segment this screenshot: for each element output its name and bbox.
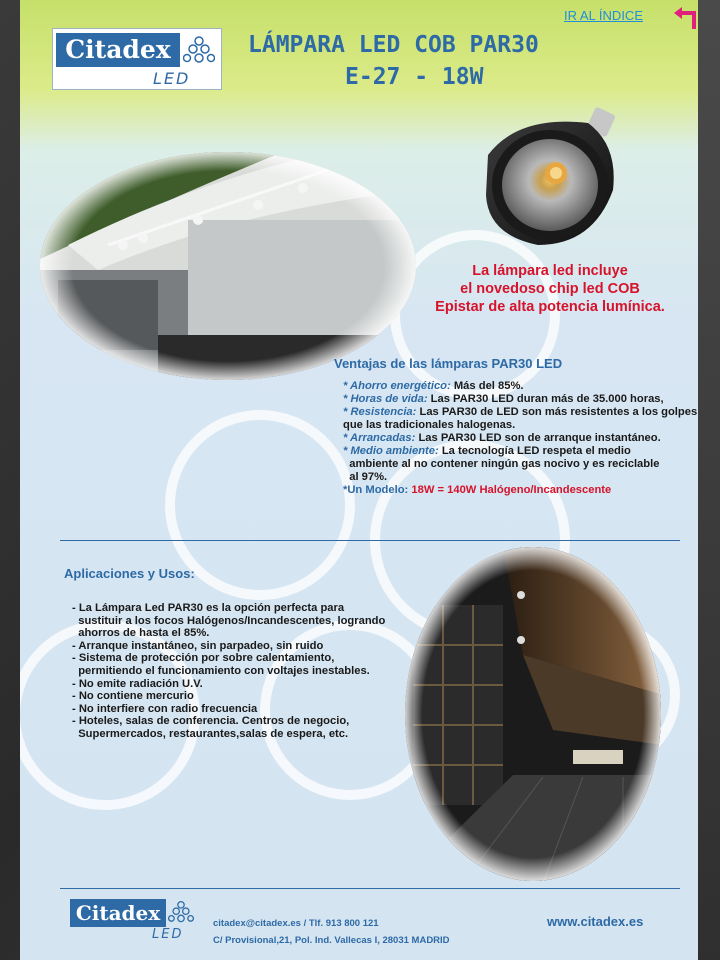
index-link[interactable]: IR AL ÍNDICE xyxy=(564,8,643,23)
applications-title: Aplicaciones y Usos: xyxy=(64,566,195,581)
application-line: Supermercados, restaurantes,salas de espera, etc. xyxy=(72,727,349,740)
application-line: permitiendo el funcionamiento con voltajes inestables. xyxy=(72,664,370,677)
highlight-line: el novedoso chip led COB xyxy=(460,281,640,297)
page-subtitle: E-27 - 18W xyxy=(345,64,484,90)
application-line: - Hoteles, salas de conferencia. Centros de negocio, xyxy=(72,715,350,728)
application-line: - Sistema de protección por sobre calentamiento, xyxy=(72,652,335,665)
brand-name: Citadex xyxy=(56,33,180,67)
back-arrow-icon[interactable] xyxy=(672,5,698,31)
highlight-line: Epistar de alta potencia lumínica. xyxy=(435,299,665,315)
led-logo-icon xyxy=(183,35,215,65)
application-line: - No emite radiación U.V. xyxy=(72,677,203,690)
footer-brand-name: Citadex xyxy=(70,899,166,927)
benefits-list xyxy=(343,380,698,497)
benefits-title: Ventajas de las lámparas PAR30 LED xyxy=(334,356,563,371)
benefit-item: * Resistencia: Las PAR30 de LED son más resistentes a los golpes xyxy=(343,406,698,418)
benefit-item: ambiente al no contener ningún gas nocivo y es reciclable xyxy=(343,458,660,470)
footer-contact: citadex@citadex.es / Tlf. 913 800 121 xyxy=(213,918,379,929)
benefit-item: * Medio ambiente: La tecnología LED respeta el medio xyxy=(343,445,631,457)
benefit-item: * Arrancadas: Las PAR30 LED son de arranque instantáneo. xyxy=(343,432,661,444)
footer-address: C/ Provisional,21, Pol. Ind. Vallecas I, 28031 MADRID xyxy=(213,935,450,946)
benefit-item: * Ahorro energético: Más del 85%. xyxy=(343,380,524,392)
application-line: ahorros de hasta el 85%. xyxy=(72,627,210,640)
application-line: sustituir a los focos Halógenos/Incandescentes, logrando xyxy=(72,614,386,627)
benefit-item: * Horas de vida: Las PAR30 LED duran más de 35.000 horas, xyxy=(343,393,664,405)
application-line: - Arranque instantáneo, sin parpadeo, sin ruido xyxy=(72,639,324,652)
shop-interior-photo xyxy=(403,545,663,883)
application-line: - No contiene mercurio xyxy=(72,690,194,703)
highlight-line: La lámpara led incluye xyxy=(472,263,628,279)
brand-logo xyxy=(52,28,222,90)
section-divider xyxy=(60,540,680,541)
application-line: - La Lámpara Led PAR30 es la opción perfecta para xyxy=(72,602,345,614)
viewer-right-margin xyxy=(698,0,720,960)
application-line: - No interfiere con radio frecuencia xyxy=(72,702,258,715)
benefit-item: que las tradicionales halogenas. xyxy=(343,419,516,431)
led-lamp-image xyxy=(478,105,628,250)
brand-sub: LED xyxy=(153,69,191,88)
footer-website[interactable]: www.citadex.es xyxy=(547,914,644,929)
footer-logo xyxy=(68,897,196,945)
highlight-text xyxy=(400,262,698,316)
applications-list xyxy=(72,602,412,741)
footer-divider xyxy=(60,888,680,889)
brochure-page xyxy=(20,0,698,960)
store-photo xyxy=(38,150,418,382)
model-line: *Un Modelo: 18W = 140W Halógeno/Incandescente xyxy=(343,484,612,496)
led-logo-icon xyxy=(168,900,194,924)
benefit-item: al 97%. xyxy=(343,471,388,483)
page-title: LÁMPARA LED COB PAR30 xyxy=(248,32,539,58)
footer-brand-sub: LED xyxy=(152,927,184,942)
